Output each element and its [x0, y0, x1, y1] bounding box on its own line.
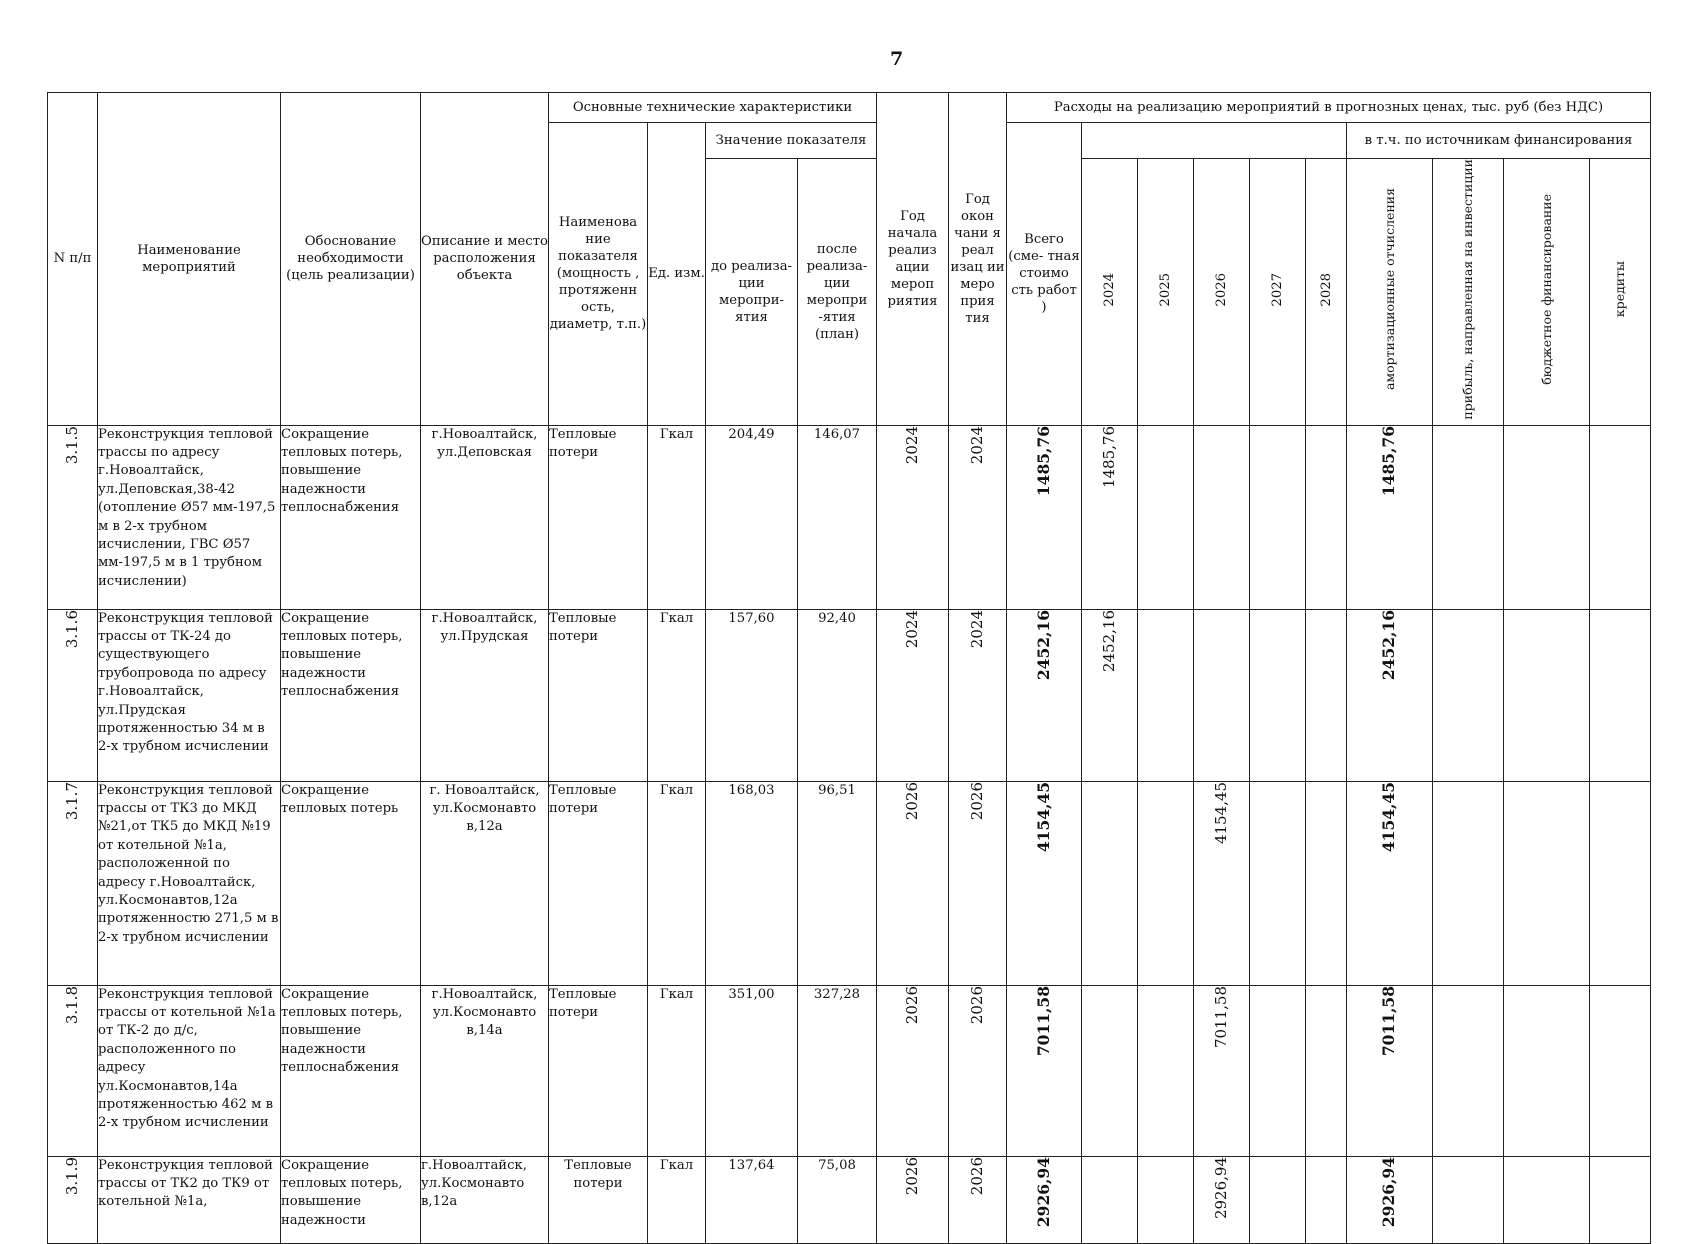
row-unit: Гкал — [648, 1156, 706, 1243]
row-justification: Сокращение тепловых потерь, повышение надежности теплоснабжения — [281, 985, 421, 1156]
row-number: 3.1.6 — [48, 609, 98, 781]
row-before: 168,03 — [706, 781, 798, 985]
header-year-2026: 2026 — [1194, 159, 1250, 426]
row-profit — [1433, 425, 1504, 609]
row-amortization: 4154,45 — [1347, 781, 1433, 985]
row-unit: Гкал — [648, 425, 706, 609]
row-location: г.Новоалтайск, ул.Прудская — [421, 609, 549, 781]
header-after: после реализа- ции меропри -ятия (план) — [798, 159, 877, 426]
row-2027 — [1250, 425, 1306, 609]
header-before: до реализа- ции меропри- ятия — [706, 159, 798, 426]
row-2027 — [1250, 781, 1306, 985]
row-unit: Гкал — [648, 609, 706, 781]
row-end-year: 2026 — [949, 985, 1007, 1156]
row-number: 3.1.8 — [48, 985, 98, 1156]
header-end-year: Год окон чани я реал изац ии меро прия тия — [949, 93, 1007, 426]
row-start-year: 2024 — [877, 609, 949, 781]
row-end-year: 2024 — [949, 425, 1007, 609]
header-indicator-value: Значение показателя — [706, 123, 877, 159]
row-2026: 7011,58 — [1194, 985, 1250, 1156]
header-year-2028: 2028 — [1306, 159, 1347, 426]
header-total: Всего (сме- тная стоимо сть работ ) — [1007, 123, 1082, 426]
row-end-year: 2024 — [949, 609, 1007, 781]
row-after: 96,51 — [798, 781, 877, 985]
row-name: Реконструкция тепловой трассы от ТК-24 до существующего трубопровода по адресу г.Новоалтайск, ул.Прудская протяженностью 34 м в 2-х трубном исчислении — [98, 609, 281, 781]
row-amortization: 2926,94 — [1347, 1156, 1433, 1243]
row-before: 351,00 — [706, 985, 798, 1156]
table-row — [48, 609, 1651, 781]
row-profit — [1433, 985, 1504, 1156]
row-location: г.Новоалтайск, ул.Деповская — [421, 425, 549, 609]
row-2024: 1485,76 — [1082, 425, 1138, 609]
header-unit: Ед. изм. — [648, 123, 706, 426]
row-credit — [1590, 985, 1651, 1156]
row-profit — [1433, 781, 1504, 985]
row-after: 327,28 — [798, 985, 877, 1156]
row-indicator: Тепловые потери — [549, 425, 648, 609]
row-start-year: 2026 — [877, 1156, 949, 1243]
header-year-2027: 2027 — [1250, 159, 1306, 426]
row-justification: Сокращение тепловых потерь, повышение надежности теплоснабжения — [281, 609, 421, 781]
row-budget — [1504, 609, 1590, 781]
header-sources-group: в т.ч. по источникам финансирования — [1347, 123, 1651, 159]
table-row — [48, 425, 1651, 609]
row-after: 75,08 — [798, 1156, 877, 1243]
row-justification: Сокращение тепловых потерь, повышение надежности — [281, 1156, 421, 1243]
row-total: 4154,45 — [1007, 781, 1082, 985]
header-name: Наименование мероприятий — [98, 93, 281, 426]
row-total: 1485,76 — [1007, 425, 1082, 609]
row-2025 — [1138, 425, 1194, 609]
header-start-year: Год начала реализ ации мероп риятия — [877, 93, 949, 426]
table-row — [48, 985, 1651, 1156]
row-2028 — [1306, 985, 1347, 1156]
row-2026: 4154,45 — [1194, 781, 1250, 985]
row-credit — [1590, 781, 1651, 985]
row-end-year: 2026 — [949, 1156, 1007, 1243]
header-indicator-name: Наименова ние показателя (мощность , протяженн ость, диаметр, т.п.) — [549, 123, 648, 426]
row-after: 92,40 — [798, 609, 877, 781]
row-credit — [1590, 425, 1651, 609]
row-indicator: Тепловые потери — [549, 985, 648, 1156]
row-amortization: 7011,58 — [1347, 985, 1433, 1156]
header-source-amortization: амортизационные отчисления — [1347, 159, 1433, 426]
row-name: Реконструкция тепловой трассы по адресу г.Новоалтайск, ул.Деповская,38-42 (отопление Ø57 мм-197,5 м в 2-х трубном исчислении, ГВС Ø57 мм-197,5 м в 1 трубном исчислении) — [98, 425, 281, 609]
row-name: Реконструкция тепловой трассы от ТК2 до ТК9 от котельной №1а, — [98, 1156, 281, 1243]
row-2024: 2452,16 — [1082, 609, 1138, 781]
row-2024 — [1082, 781, 1138, 985]
row-2028 — [1306, 425, 1347, 609]
row-before: 157,60 — [706, 609, 798, 781]
row-number: 3.1.5 — [48, 425, 98, 609]
row-unit: Гкал — [648, 781, 706, 985]
row-number: 3.1.9 — [48, 1156, 98, 1243]
header-source-profit: прибыль, направленная на инвестиции — [1433, 159, 1504, 426]
row-2026 — [1194, 425, 1250, 609]
row-start-year: 2026 — [877, 781, 949, 985]
row-profit — [1433, 609, 1504, 781]
row-before: 204,49 — [706, 425, 798, 609]
row-start-year: 2026 — [877, 985, 949, 1156]
row-indicator: Тепловые потери — [549, 1156, 648, 1243]
row-2025 — [1138, 781, 1194, 985]
row-budget — [1504, 425, 1590, 609]
row-name: Реконструкция тепловой трассы от котельной №1а от ТК-2 до д/с, расположенного по адресу ул.Космонавтов,14а протяженностью 462 м в 2-х трубном исчислении — [98, 985, 281, 1156]
row-total: 2452,16 — [1007, 609, 1082, 781]
header-source-budget: бюджетное финансирование — [1504, 159, 1590, 426]
row-indicator: Тепловые потери — [549, 609, 648, 781]
row-number: 3.1.7 — [48, 781, 98, 985]
row-2026 — [1194, 609, 1250, 781]
page-number: 7 — [890, 48, 904, 70]
row-2027 — [1250, 985, 1306, 1156]
row-2026: 2926,94 — [1194, 1156, 1250, 1243]
row-location: г. Новоалтайск, ул.Космонавто в,12а — [421, 781, 549, 985]
row-2028 — [1306, 781, 1347, 985]
header-tech-group: Основные технические характеристики — [549, 93, 877, 123]
row-budget — [1504, 781, 1590, 985]
table-row — [48, 781, 1651, 985]
header-year-2024: 2024 — [1082, 159, 1138, 426]
header-costs-group: Расходы на реализацию мероприятий в прогнозных ценах, тыс. руб (без НДС) — [1007, 93, 1651, 123]
header-location: Описание и место расположения объекта — [421, 93, 549, 426]
header-justification: Обоснование необходимости (цель реализации) — [281, 93, 421, 426]
row-2025 — [1138, 609, 1194, 781]
row-total: 2926,94 — [1007, 1156, 1082, 1243]
row-budget — [1504, 985, 1590, 1156]
header-source-credit: кредиты — [1590, 159, 1651, 426]
row-credit — [1590, 609, 1651, 781]
row-2028 — [1306, 609, 1347, 781]
row-start-year: 2024 — [877, 425, 949, 609]
row-unit: Гкал — [648, 985, 706, 1156]
row-after: 146,07 — [798, 425, 877, 609]
row-amortization: 2452,16 — [1347, 609, 1433, 781]
row-end-year: 2026 — [949, 781, 1007, 985]
header-years-group — [1082, 123, 1347, 159]
row-before: 137,64 — [706, 1156, 798, 1243]
row-2025 — [1138, 985, 1194, 1156]
row-total: 7011,58 — [1007, 985, 1082, 1156]
row-2027 — [1250, 609, 1306, 781]
row-justification: Сокращение тепловых потерь — [281, 781, 421, 985]
row-name: Реконструкция тепловой трассы от ТК3 до МКД №21,от ТК5 до МКД №19 от котельной №1а, расположенной по адресу г.Новоалтайск, ул.Космонавтов,12а протяженностю 271,5 м в 2-х трубном исчислении — [98, 781, 281, 985]
investment-program-table — [47, 92, 1651, 1244]
row-justification: Сокращение тепловых потерь, повышение надежности теплоснабжения — [281, 425, 421, 609]
row-amortization: 1485,76 — [1347, 425, 1433, 609]
row-location: г.Новоалтайск, ул.Космонавто в,12а — [421, 1156, 549, 1243]
header-n: N п/п — [48, 93, 98, 426]
row-indicator: Тепловые потери — [549, 781, 648, 985]
row-2024 — [1082, 985, 1138, 1156]
row-location: г.Новоалтайск, ул.Космонавто в,14а — [421, 985, 549, 1156]
header-year-2025: 2025 — [1138, 159, 1194, 426]
